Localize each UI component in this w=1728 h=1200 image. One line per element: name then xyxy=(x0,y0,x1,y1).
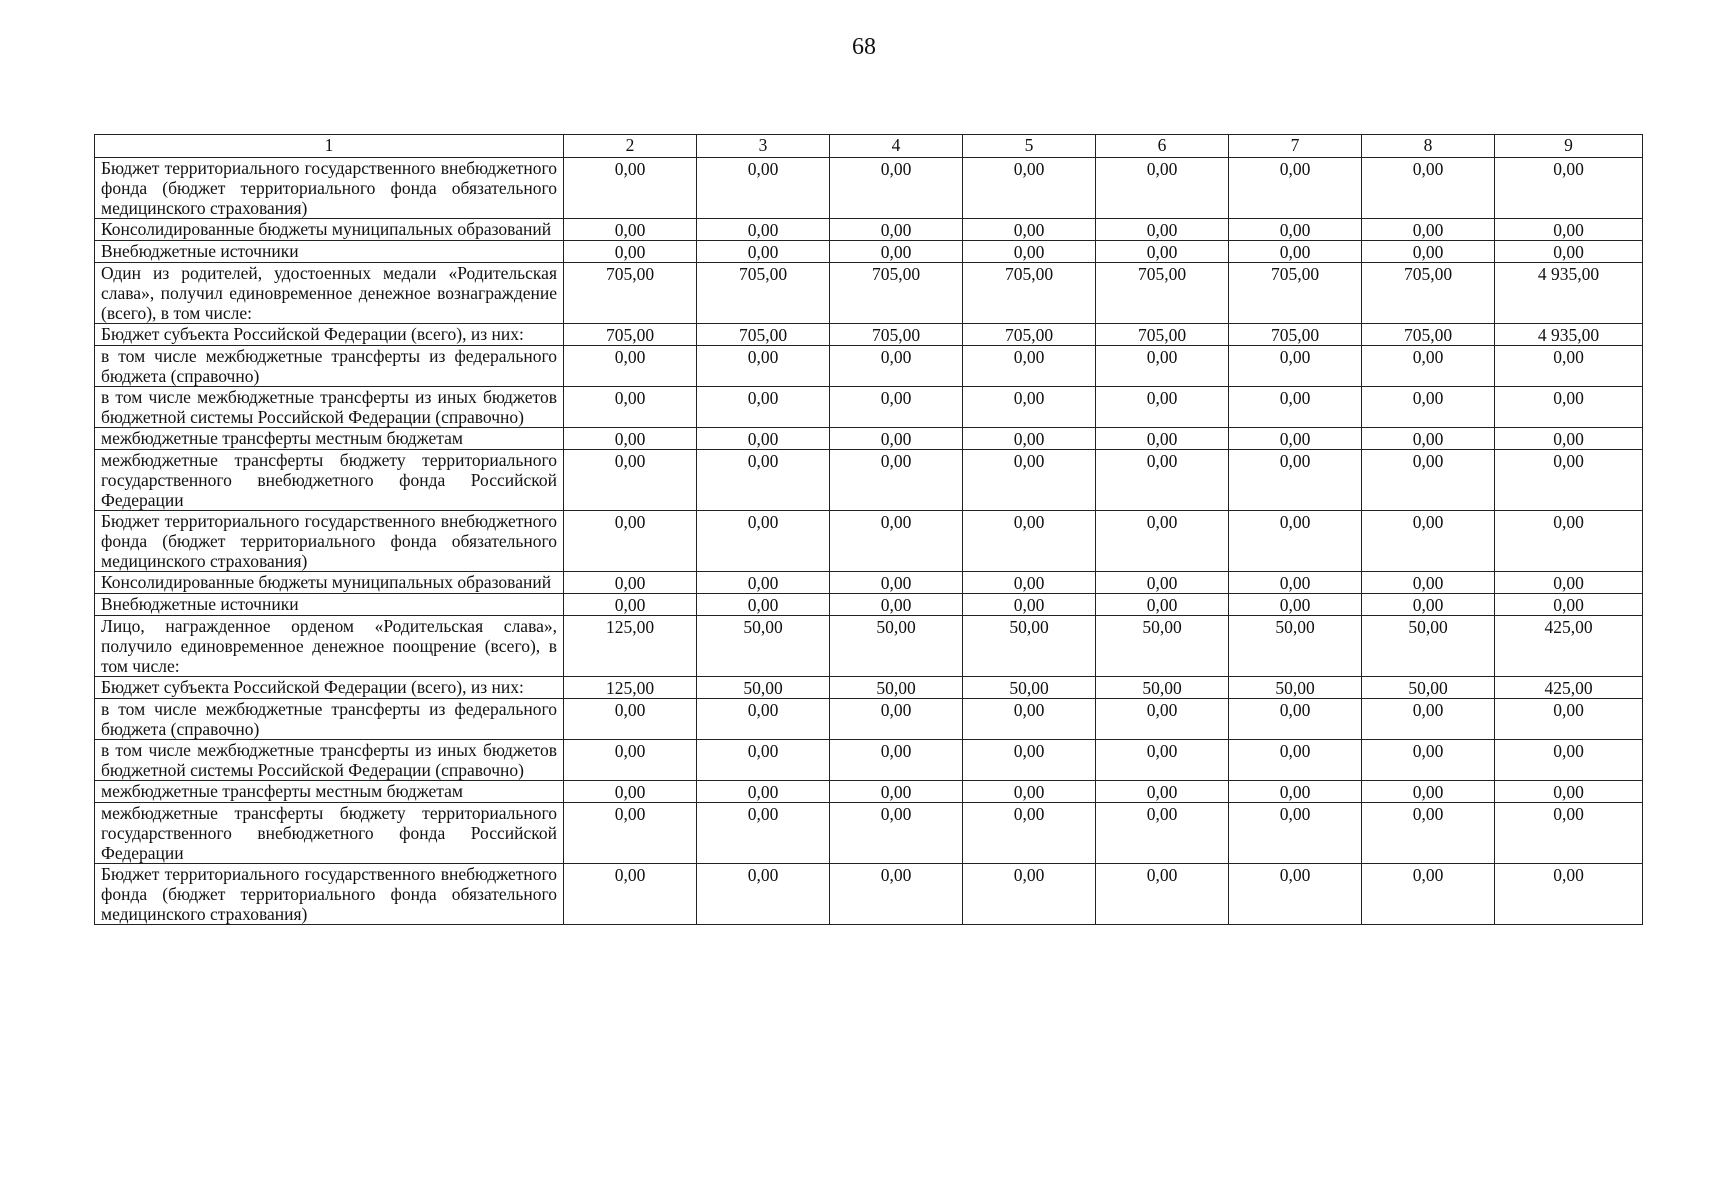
value-cell-col-6: 705,00 xyxy=(1096,324,1229,346)
table-row xyxy=(95,699,1643,740)
value-cell-col-6: 0,00 xyxy=(1096,740,1229,781)
value-cell-col-4: 0,00 xyxy=(830,511,963,572)
column-header-7: 7 xyxy=(1229,135,1362,158)
table-row xyxy=(95,572,1643,594)
value-cell-col-8: 0,00 xyxy=(1362,158,1495,219)
value-cell-col-5: 50,00 xyxy=(963,677,1096,699)
row-label-cell: межбюджетные трансферты бюджету территориального государственного внебюджетного фонда Российской Федерации xyxy=(95,803,564,864)
value-cell-col-3: 50,00 xyxy=(697,677,830,699)
value-cell-col-4: 0,00 xyxy=(830,594,963,616)
column-header-8: 8 xyxy=(1362,135,1495,158)
value-cell-col-4: 0,00 xyxy=(830,158,963,219)
value-cell-col-6: 0,00 xyxy=(1096,781,1229,803)
row-label-cell: Бюджет субъекта Российской Федерации (всего), из них: xyxy=(95,324,564,346)
value-cell-col-2: 0,00 xyxy=(564,572,697,594)
value-cell-col-8: 0,00 xyxy=(1362,219,1495,241)
table-row xyxy=(95,387,1643,428)
value-cell-col-8: 705,00 xyxy=(1362,263,1495,324)
value-cell-col-8: 0,00 xyxy=(1362,511,1495,572)
value-cell-col-2: 0,00 xyxy=(564,387,697,428)
value-cell-col-4: 0,00 xyxy=(830,219,963,241)
value-cell-col-3: 0,00 xyxy=(697,241,830,263)
value-cell-col-2: 0,00 xyxy=(564,219,697,241)
value-cell-col-9: 0,00 xyxy=(1495,428,1643,450)
row-label-cell: в том числе межбюджетные трансферты из иных бюджетов бюджетной системы Российской Федерации (справочно) xyxy=(95,740,564,781)
value-cell-col-3: 705,00 xyxy=(697,263,830,324)
value-cell-col-8: 0,00 xyxy=(1362,803,1495,864)
value-cell-col-9: 0,00 xyxy=(1495,699,1643,740)
value-cell-col-2: 0,00 xyxy=(564,803,697,864)
page-number: 68 xyxy=(852,34,876,60)
value-cell-col-2: 125,00 xyxy=(564,677,697,699)
value-cell-col-8: 0,00 xyxy=(1362,699,1495,740)
value-cell-col-5: 0,00 xyxy=(963,740,1096,781)
row-label-cell: Лицо, награжденное орденом «Родительская слава», получило единовременное денежное поощрение (всего), в том числе: xyxy=(95,616,564,677)
table-row xyxy=(95,158,1643,219)
value-cell-col-4: 0,00 xyxy=(830,346,963,387)
row-label-cell: Консолидированные бюджеты муниципальных образований xyxy=(95,572,564,594)
value-cell-col-8: 0,00 xyxy=(1362,450,1495,511)
value-cell-col-3: 0,00 xyxy=(697,594,830,616)
value-cell-col-3: 0,00 xyxy=(697,450,830,511)
value-cell-col-8: 705,00 xyxy=(1362,324,1495,346)
value-cell-col-7: 0,00 xyxy=(1229,864,1362,925)
column-header-6: 6 xyxy=(1096,135,1229,158)
value-cell-col-3: 0,00 xyxy=(697,781,830,803)
value-cell-col-2: 0,00 xyxy=(564,740,697,781)
value-cell-col-4: 0,00 xyxy=(830,572,963,594)
value-cell-col-7: 705,00 xyxy=(1229,324,1362,346)
value-cell-col-9: 0,00 xyxy=(1495,346,1643,387)
value-cell-col-4: 705,00 xyxy=(830,263,963,324)
value-cell-col-6: 0,00 xyxy=(1096,594,1229,616)
column-header-4: 4 xyxy=(830,135,963,158)
table-row xyxy=(95,450,1643,511)
table-row xyxy=(95,241,1643,263)
row-label-cell: Бюджет территориального государственного внебюджетного фонда (бюджет территориального фонда обязательного медицинского страхования) xyxy=(95,864,564,925)
value-cell-col-6: 0,00 xyxy=(1096,346,1229,387)
table-row xyxy=(95,616,1643,677)
row-label-cell: Бюджет территориального государственного внебюджетного фонда (бюджет территориального фонда обязательного медицинского страхования) xyxy=(95,511,564,572)
value-cell-col-9: 0,00 xyxy=(1495,241,1643,263)
value-cell-col-8: 50,00 xyxy=(1362,616,1495,677)
value-cell-col-6: 0,00 xyxy=(1096,387,1229,428)
value-cell-col-6: 0,00 xyxy=(1096,572,1229,594)
value-cell-col-4: 0,00 xyxy=(830,781,963,803)
value-cell-col-4: 50,00 xyxy=(830,616,963,677)
row-label-cell: в том числе межбюджетные трансферты из иных бюджетов бюджетной системы Российской Федерации (справочно) xyxy=(95,387,564,428)
table-row xyxy=(95,594,1643,616)
value-cell-col-2: 705,00 xyxy=(564,263,697,324)
value-cell-col-7: 0,00 xyxy=(1229,781,1362,803)
value-cell-col-2: 705,00 xyxy=(564,324,697,346)
value-cell-col-4: 0,00 xyxy=(830,387,963,428)
table-row xyxy=(95,803,1643,864)
table-row xyxy=(95,428,1643,450)
value-cell-col-2: 125,00 xyxy=(564,616,697,677)
value-cell-col-6: 0,00 xyxy=(1096,864,1229,925)
value-cell-col-6: 0,00 xyxy=(1096,241,1229,263)
value-cell-col-9: 4 935,00 xyxy=(1495,263,1643,324)
value-cell-col-8: 0,00 xyxy=(1362,781,1495,803)
value-cell-col-5: 0,00 xyxy=(963,450,1096,511)
value-cell-col-6: 0,00 xyxy=(1096,699,1229,740)
row-label-cell: Внебюджетные источники xyxy=(95,241,564,263)
value-cell-col-3: 50,00 xyxy=(697,616,830,677)
value-cell-col-9: 0,00 xyxy=(1495,594,1643,616)
value-cell-col-5: 705,00 xyxy=(963,324,1096,346)
value-cell-col-8: 0,00 xyxy=(1362,740,1495,781)
value-cell-col-5: 0,00 xyxy=(963,387,1096,428)
value-cell-col-7: 0,00 xyxy=(1229,699,1362,740)
table-row xyxy=(95,324,1643,346)
value-cell-col-2: 0,00 xyxy=(564,450,697,511)
value-cell-col-7: 50,00 xyxy=(1229,677,1362,699)
column-header-1: 1 xyxy=(95,135,564,158)
row-label-cell: межбюджетные трансферты бюджету территориального государственного внебюджетного фонда Российской Федерации xyxy=(95,450,564,511)
value-cell-col-6: 705,00 xyxy=(1096,263,1229,324)
value-cell-col-3: 0,00 xyxy=(697,740,830,781)
value-cell-col-8: 0,00 xyxy=(1362,387,1495,428)
value-cell-col-4: 50,00 xyxy=(830,677,963,699)
value-cell-col-3: 0,00 xyxy=(697,428,830,450)
value-cell-col-4: 705,00 xyxy=(830,324,963,346)
value-cell-col-5: 0,00 xyxy=(963,572,1096,594)
value-cell-col-7: 0,00 xyxy=(1229,740,1362,781)
budget-table xyxy=(94,134,1643,925)
value-cell-col-4: 0,00 xyxy=(830,740,963,781)
value-cell-col-4: 0,00 xyxy=(830,241,963,263)
value-cell-col-5: 50,00 xyxy=(963,616,1096,677)
value-cell-col-6: 0,00 xyxy=(1096,219,1229,241)
value-cell-col-5: 0,00 xyxy=(963,864,1096,925)
value-cell-col-9: 4 935,00 xyxy=(1495,324,1643,346)
row-label-cell: Бюджет субъекта Российской Федерации (всего), из них: xyxy=(95,677,564,699)
row-label-cell: в том числе межбюджетные трансферты из федерального бюджета (справочно) xyxy=(95,346,564,387)
value-cell-col-2: 0,00 xyxy=(564,241,697,263)
value-cell-col-9: 425,00 xyxy=(1495,616,1643,677)
value-cell-col-9: 425,00 xyxy=(1495,677,1643,699)
column-header-5: 5 xyxy=(963,135,1096,158)
value-cell-col-7: 0,00 xyxy=(1229,428,1362,450)
table-row xyxy=(95,740,1643,781)
value-cell-col-5: 0,00 xyxy=(963,241,1096,263)
value-cell-col-7: 0,00 xyxy=(1229,594,1362,616)
value-cell-col-6: 0,00 xyxy=(1096,511,1229,572)
value-cell-col-5: 0,00 xyxy=(963,158,1096,219)
value-cell-col-9: 0,00 xyxy=(1495,781,1643,803)
table-row xyxy=(95,346,1643,387)
value-cell-col-2: 0,00 xyxy=(564,781,697,803)
value-cell-col-4: 0,00 xyxy=(830,864,963,925)
value-cell-col-2: 0,00 xyxy=(564,864,697,925)
value-cell-col-6: 0,00 xyxy=(1096,158,1229,219)
value-cell-col-3: 0,00 xyxy=(697,158,830,219)
row-label-cell: Внебюджетные источники xyxy=(95,594,564,616)
value-cell-col-8: 0,00 xyxy=(1362,864,1495,925)
row-label-cell: в том числе межбюджетные трансферты из федерального бюджета (справочно) xyxy=(95,699,564,740)
value-cell-col-7: 50,00 xyxy=(1229,616,1362,677)
table-row xyxy=(95,219,1643,241)
value-cell-col-2: 0,00 xyxy=(564,346,697,387)
value-cell-col-6: 0,00 xyxy=(1096,450,1229,511)
row-label-cell: межбюджетные трансферты местным бюджетам xyxy=(95,428,564,450)
value-cell-col-9: 0,00 xyxy=(1495,387,1643,428)
value-cell-col-6: 50,00 xyxy=(1096,677,1229,699)
table-row xyxy=(95,511,1643,572)
value-cell-col-3: 0,00 xyxy=(697,572,830,594)
value-cell-col-2: 0,00 xyxy=(564,428,697,450)
value-cell-col-8: 50,00 xyxy=(1362,677,1495,699)
value-cell-col-5: 0,00 xyxy=(963,511,1096,572)
row-label-cell: Консолидированные бюджеты муниципальных образований xyxy=(95,219,564,241)
value-cell-col-7: 705,00 xyxy=(1229,263,1362,324)
value-cell-col-4: 0,00 xyxy=(830,803,963,864)
value-cell-col-8: 0,00 xyxy=(1362,594,1495,616)
value-cell-col-2: 0,00 xyxy=(564,511,697,572)
value-cell-col-3: 705,00 xyxy=(697,324,830,346)
value-cell-col-9: 0,00 xyxy=(1495,572,1643,594)
value-cell-col-4: 0,00 xyxy=(830,699,963,740)
value-cell-col-2: 0,00 xyxy=(564,594,697,616)
value-cell-col-3: 0,00 xyxy=(697,346,830,387)
value-cell-col-4: 0,00 xyxy=(830,428,963,450)
value-cell-col-3: 0,00 xyxy=(697,511,830,572)
value-cell-col-8: 0,00 xyxy=(1362,572,1495,594)
value-cell-col-9: 0,00 xyxy=(1495,158,1643,219)
table-row xyxy=(95,677,1643,699)
value-cell-col-9: 0,00 xyxy=(1495,511,1643,572)
value-cell-col-9: 0,00 xyxy=(1495,219,1643,241)
value-cell-col-7: 0,00 xyxy=(1229,346,1362,387)
value-cell-col-9: 0,00 xyxy=(1495,450,1643,511)
row-label-cell: межбюджетные трансферты местным бюджетам xyxy=(95,781,564,803)
value-cell-col-5: 705,00 xyxy=(963,263,1096,324)
table-row xyxy=(95,263,1643,324)
value-cell-col-7: 0,00 xyxy=(1229,158,1362,219)
value-cell-col-7: 0,00 xyxy=(1229,241,1362,263)
value-cell-col-7: 0,00 xyxy=(1229,572,1362,594)
value-cell-col-5: 0,00 xyxy=(963,346,1096,387)
row-label-cell: Бюджет территориального государственного внебюджетного фонда (бюджет территориального фонда обязательного медицинского страхования) xyxy=(95,158,564,219)
value-cell-col-7: 0,00 xyxy=(1229,511,1362,572)
value-cell-col-9: 0,00 xyxy=(1495,864,1643,925)
value-cell-col-8: 0,00 xyxy=(1362,346,1495,387)
value-cell-col-5: 0,00 xyxy=(963,699,1096,740)
value-cell-col-7: 0,00 xyxy=(1229,387,1362,428)
value-cell-col-5: 0,00 xyxy=(963,803,1096,864)
column-header-2: 2 xyxy=(564,135,697,158)
value-cell-col-3: 0,00 xyxy=(697,699,830,740)
value-cell-col-6: 50,00 xyxy=(1096,616,1229,677)
value-cell-col-8: 0,00 xyxy=(1362,428,1495,450)
column-number-header-row xyxy=(95,135,1643,158)
value-cell-col-5: 0,00 xyxy=(963,781,1096,803)
column-header-9: 9 xyxy=(1495,135,1643,158)
value-cell-col-6: 0,00 xyxy=(1096,803,1229,864)
value-cell-col-8: 0,00 xyxy=(1362,241,1495,263)
value-cell-col-9: 0,00 xyxy=(1495,740,1643,781)
value-cell-col-2: 0,00 xyxy=(564,158,697,219)
table-row xyxy=(95,781,1643,803)
column-header-3: 3 xyxy=(697,135,830,158)
value-cell-col-7: 0,00 xyxy=(1229,450,1362,511)
value-cell-col-5: 0,00 xyxy=(963,428,1096,450)
value-cell-col-5: 0,00 xyxy=(963,219,1096,241)
value-cell-col-3: 0,00 xyxy=(697,219,830,241)
value-cell-col-5: 0,00 xyxy=(963,594,1096,616)
value-cell-col-3: 0,00 xyxy=(697,864,830,925)
table-body xyxy=(95,158,1643,925)
value-cell-col-7: 0,00 xyxy=(1229,219,1362,241)
value-cell-col-2: 0,00 xyxy=(564,699,697,740)
row-label-cell: Один из родителей, удостоенных медали «Родительская слава», получил единовременное денежное вознаграждение (всего), в том числе: xyxy=(95,263,564,324)
value-cell-col-7: 0,00 xyxy=(1229,803,1362,864)
value-cell-col-6: 0,00 xyxy=(1096,428,1229,450)
value-cell-col-4: 0,00 xyxy=(830,450,963,511)
value-cell-col-3: 0,00 xyxy=(697,387,830,428)
value-cell-col-9: 0,00 xyxy=(1495,803,1643,864)
table-row xyxy=(95,864,1643,925)
value-cell-col-3: 0,00 xyxy=(697,803,830,864)
